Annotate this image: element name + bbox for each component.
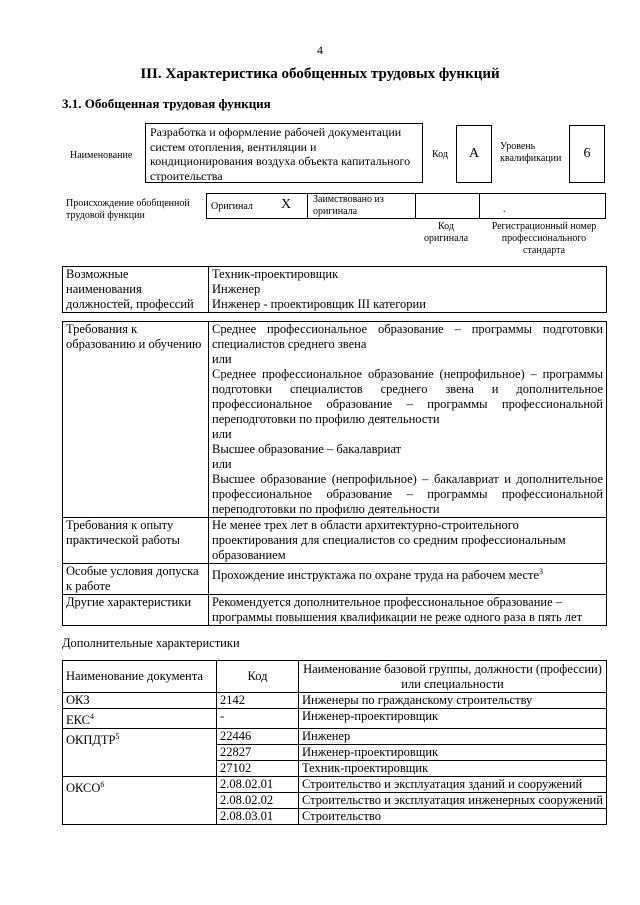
other-value: Рекомендуется дополнительное профессиональное образование – программы повышения квалификации не реже одного раза в пять лет [209, 595, 607, 626]
code-cell: 2142 [217, 693, 299, 709]
divider [479, 194, 480, 218]
doc-name: ОКПДТР [66, 733, 116, 748]
footnote-ref: 4 [90, 712, 94, 721]
code-cell: 2.08.02.01 [217, 777, 299, 793]
header-name: Наименование базовой группы, должности (профессии) или специальности [299, 661, 607, 693]
page-number: 4 [317, 43, 323, 57]
positions-label: Возможные наименования должностей, профессий [63, 267, 209, 313]
positions-table [62, 266, 607, 313]
doc-name: ОКСО [66, 781, 101, 796]
code-cell: 27102 [217, 761, 299, 777]
conditions-label: Особые условия допуска к работе [63, 564, 209, 595]
doc-cell [63, 777, 217, 825]
position-item: Инженер [212, 282, 261, 296]
doc-name: ОКЗ [66, 693, 90, 707]
original-label: Оригинал [211, 201, 253, 212]
conditions-cell [209, 564, 607, 595]
gtf-level-value: 6 [569, 125, 605, 183]
footnote-ref: 5 [115, 732, 120, 742]
level-label: Уровень квалификации [500, 141, 562, 164]
code-cell: - [217, 709, 299, 729]
header-doc: Наименование документа [63, 661, 217, 693]
education-line: Высшее образование (непрофильное) – бакалавриат и дополнительное профессиональное образование – программы профессиональной переподготовки по профилю деятельности [212, 472, 603, 516]
experience-value: Не менее трех лет в области архитектурно-строительного проектирования для специалистов со средним профессиональным образованием [209, 518, 607, 564]
code-original-caption: Код оригинала [423, 221, 469, 244]
education-line: Среднее профессиональное образование (непрофильное) – программы подготовки специалистов среднего звена и дополнительное профессиональное образование – программы профессиональной переподготовки по профилю деятельности [212, 367, 603, 426]
code-cell: 2.08.03.01 [217, 809, 299, 825]
experience-label: Требования к опыту практической работы [63, 518, 209, 564]
education-line: Высшее образование – бакалавриат [212, 442, 402, 456]
reg-number-caption: Регистрационный номер профессионального стандарта [491, 221, 597, 256]
doc-cell [63, 709, 217, 729]
divider [415, 194, 416, 218]
divider [307, 194, 308, 218]
conditions-value: Прохождение инструктажа по охране труда на рабочем месте [212, 568, 540, 583]
doc-cell [63, 729, 217, 777]
borrowed-label: Заимствовано из оригинала [313, 194, 384, 217]
origin-row [206, 193, 606, 219]
original-mark: X [281, 197, 292, 212]
positions-list [209, 267, 607, 313]
requirements-table [62, 321, 607, 626]
additional-heading: Дополнительные характеристики [62, 636, 240, 650]
other-label: Другие характеристики [63, 595, 209, 626]
doc-name: ЕКС [66, 713, 90, 728]
code-cell: 22827 [217, 745, 299, 761]
footnote-ref: 6 [100, 780, 105, 790]
name-cell: Инженер-проектировщик [299, 745, 607, 761]
gtf-name-value: Разработка и оформление рабочей документации систем отопления, вентиляции и кондиционирования воздуха объекта капитального строительства [145, 123, 423, 183]
name-cell: Строительство и эксплуатация зданий и сооружений [299, 777, 607, 793]
education-label: Требования к образованию и обучению [63, 322, 209, 518]
position-item: Инженер - проектировщик III категории [212, 297, 426, 311]
name-cell: Инженеры по гражданскому строительству [299, 693, 607, 709]
doc-cell [63, 693, 217, 709]
footnote-ref: 3 [539, 567, 544, 576]
name-cell: Строительство и эксплуатация инженерных сооружений [299, 793, 607, 809]
gtf-code-value: A [456, 125, 492, 183]
additional-table [62, 660, 607, 825]
education-line: Среднее профессиональное образование – программы подготовки специалистов среднего звена [212, 322, 603, 351]
subsection-title: 3.1. Обобщенная трудовая функция [62, 96, 271, 111]
code-label: Код [432, 149, 448, 160]
code-cell: 2.08.02.02 [217, 793, 299, 809]
name-cell: Инженер-проектировщик [299, 709, 607, 729]
education-value [209, 322, 607, 518]
header-code: Код [217, 661, 299, 693]
name-cell: Строительство [299, 809, 607, 825]
section-title: III. Характеристика обобщенных трудовых функций [140, 66, 500, 82]
origin-label: Происхождение обобщенной трудовой функции [66, 198, 190, 221]
position-item: Техник-проектировщик [212, 267, 339, 281]
reg-dot: . [503, 204, 506, 215]
education-line: или [212, 457, 232, 471]
code-cell: 22446 [217, 729, 299, 745]
education-line: или [212, 352, 232, 366]
education-line: или [212, 427, 232, 441]
name-cell: Инженер [299, 729, 607, 745]
name-cell: Техник-проектировщик [299, 761, 607, 777]
name-label: Наименование [70, 150, 133, 161]
